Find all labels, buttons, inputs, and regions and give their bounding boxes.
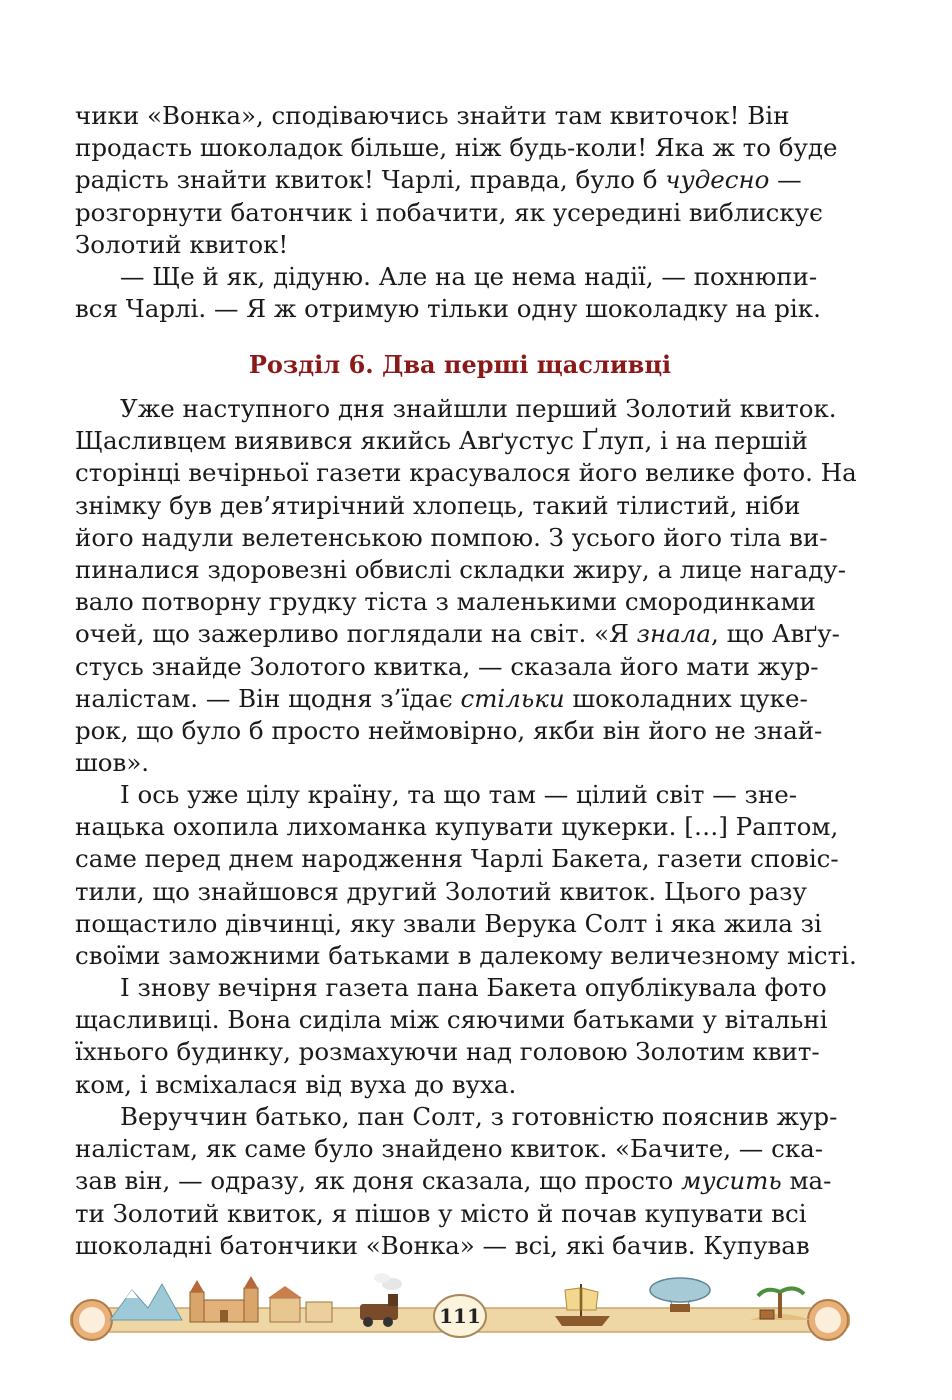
italic-word: стільки — [460, 683, 565, 713]
paragraph-first-ticket — [75, 393, 857, 779]
paragraph-father — [75, 1101, 845, 1262]
text-line: його надули велетенською помпою. З усього його тіла ви- — [75, 522, 828, 552]
text-line: ти Золотий квиток, я пішов у місто й почав купувати всі — [75, 1198, 807, 1228]
text-line: пощастило дівчинці, яку звали Верука Солт і яка жила зі — [75, 908, 822, 938]
text-line: налістам, як саме було знайдено квиток. «Бачите, — ска- — [75, 1134, 824, 1164]
page-number: 111 — [433, 1294, 487, 1338]
text-line: розгорнути батончик і побачити, як усередині виблискує — [75, 197, 823, 227]
text-line: продасть шоколадок більше, ніж будь-коли! Яка ж то буде — [75, 133, 838, 163]
text-line: шов». — [75, 748, 150, 778]
text-line: налістам. — Він щодня з’їдає стільки шоколадних цуке- — [75, 683, 808, 713]
text-line: пиналися здоровезні обвислі складки жиру, а лице нагаду- — [75, 555, 846, 585]
paragraph-second-ticket — [75, 779, 857, 972]
text-line: ком, і всміхалася від вуха до вуха. — [75, 1069, 517, 1099]
text-line: Золотий квиток! — [75, 229, 289, 259]
text-line: знімку був дев’ятирічний хлопець, такий тілистий, ніби — [75, 490, 801, 520]
italic-word: знала — [636, 619, 711, 649]
text-line: стусь знайде Золотого квитка, — сказала його мати жур- — [75, 651, 819, 681]
text-line: Веруччин батько, пан Солт, з готовністю пояснив жур- — [120, 1102, 838, 1131]
text-line: щасливиці. Вона сиділа між сяючими батьками у вітальні — [75, 1005, 828, 1035]
paragraph-continuation — [75, 100, 845, 261]
text-line: І знову вечірня газета пана Бакета опублікувала фото — [120, 973, 827, 1002]
text-line: Щасливцем виявився якийсь Авґустус Ґлуп, і на першій — [75, 426, 808, 456]
text-line: нацька охопила лихоманка купувати цукерки. […] Раптом, — [75, 812, 839, 842]
text-line: сторінці вечірньої газети красувалося його велике фото. На — [75, 458, 857, 488]
text-line: своїми заможними батьками в далекому величезному місті. — [75, 941, 857, 971]
text-line: — Ще й як, дідуню. Але на це нема надії, — похнюпи- — [120, 262, 818, 291]
text-line: тили, що знайшовся другий Золотий квиток. Цього разу — [75, 876, 807, 906]
italic-word: чудесно — [665, 165, 770, 195]
italic-word: мусить — [681, 1166, 782, 1196]
text-line: рок, що було б просто неймовірно, якби він його не знай- — [75, 716, 823, 746]
text-line: зав він, — одразу, як доня сказала, що просто мусить ма- — [75, 1166, 832, 1196]
text-line: вало потворну грудку тіста з маленькими смородинками — [75, 587, 816, 617]
text-line: саме перед днем народження Чарлі Бакета, газети сповіс- — [75, 844, 839, 874]
text-line: радість знайти квиток! Чарлі, правда, було б чудесно — — [75, 165, 802, 195]
text-line: їхнього будинку, розмахуючи над головою Золотим квит- — [75, 1037, 820, 1067]
text-line: очей, що зажерливо поглядали на світ. «Я знала, що Авґу- — [75, 619, 840, 649]
text-line: вся Чарлі. — Я ж отримую тільки одну шоколадку на рік. — [75, 294, 821, 324]
paragraph-dialogue — [75, 261, 845, 325]
paragraph-photo — [75, 972, 845, 1101]
text-line: чики «Вонка», сподіваючись знайти там квиточок! Він — [75, 101, 790, 130]
text-line: Уже наступного дня знайшли перший Золотий квиток. — [120, 394, 837, 423]
text-line: І ось уже цілу країну, та що там — цілий світ — зне- — [120, 780, 798, 809]
text-line: шоколадні батончики «Вонка» — всі, які бачив. Купував — [75, 1230, 810, 1260]
chapter-heading: Розділ 6. Два перші щасливці — [248, 350, 672, 379]
